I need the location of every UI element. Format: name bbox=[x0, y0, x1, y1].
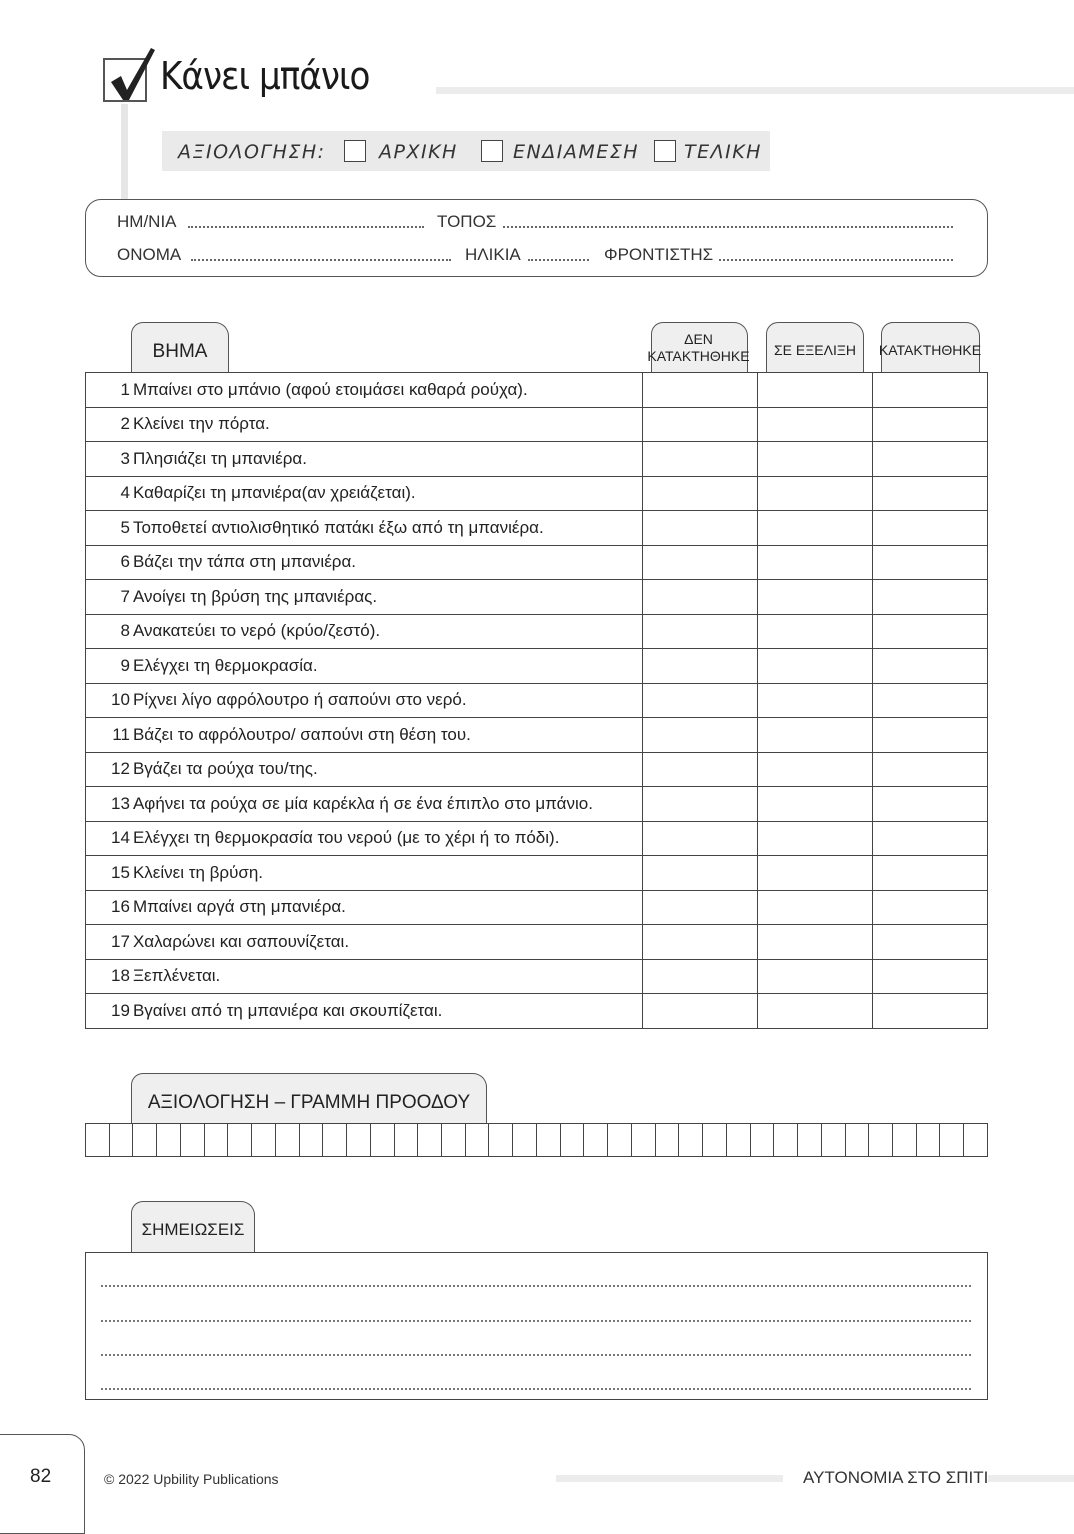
step-text: Βάζει το αφρόλουτρο/ σαπούνι στη θέση του. bbox=[131, 718, 643, 753]
step-number: 6 bbox=[86, 545, 131, 580]
step-text: Βάζει την τάπα στη μπανιέρα. bbox=[131, 545, 643, 580]
notes-line[interactable] bbox=[101, 1285, 971, 1287]
progress-cell[interactable] bbox=[727, 1124, 751, 1156]
in-progress-cell[interactable] bbox=[758, 614, 873, 649]
step-number: 19 bbox=[86, 994, 131, 1029]
achieved-cell[interactable] bbox=[873, 890, 988, 925]
step-text: Αφήνει τα ρούχα σε μία καρέκλα ή σε ένα έπιπλο στο μπάνιο. bbox=[131, 787, 643, 822]
table-row bbox=[86, 580, 988, 615]
evaluation-intermediate-label: ΕΝΔΙΑΜΕΣΗ bbox=[513, 141, 640, 163]
in-progress-cell[interactable] bbox=[758, 545, 873, 580]
age-label: ΗΛΙΚΙΑ bbox=[465, 245, 521, 264]
progress-cell[interactable] bbox=[157, 1124, 181, 1156]
not-achieved-cell[interactable] bbox=[643, 407, 758, 442]
step-text: Τοποθετεί αντιολισθητικό πατάκι έξω από τη μπανιέρα. bbox=[131, 511, 643, 546]
progress-cell[interactable] bbox=[656, 1124, 680, 1156]
in-progress-cell[interactable] bbox=[758, 511, 873, 546]
achieved-cell[interactable] bbox=[873, 925, 988, 960]
not-achieved-cell[interactable] bbox=[643, 614, 758, 649]
achieved-cell[interactable] bbox=[873, 718, 988, 753]
progress-cell[interactable] bbox=[418, 1124, 442, 1156]
achieved-cell[interactable] bbox=[873, 994, 988, 1029]
progress-cell[interactable] bbox=[940, 1124, 964, 1156]
progress-cell[interactable] bbox=[608, 1124, 632, 1156]
step-text: Ελέγχει τη θερμοκρασία. bbox=[131, 649, 643, 684]
not-achieved-cell[interactable] bbox=[643, 821, 758, 856]
in-progress-cell[interactable] bbox=[758, 373, 873, 408]
progress-cell[interactable] bbox=[371, 1124, 395, 1156]
in-progress-cell[interactable] bbox=[758, 821, 873, 856]
step-header: ΒΗΜΑ bbox=[152, 341, 208, 362]
evaluation-label: ΑΞΙΟΛΟΓΗΣΗ: bbox=[178, 141, 326, 163]
table-row bbox=[86, 407, 988, 442]
in-progress-header: ΣΕ ΕΞΕΛΙΞΗ bbox=[773, 342, 857, 358]
not-achieved-cell[interactable] bbox=[643, 442, 758, 477]
step-text: Κλείνει τη βρύση. bbox=[131, 856, 643, 891]
notes-title: ΣΗΜΕΙΩΣΕΙΣ bbox=[141, 1220, 245, 1239]
in-progress-cell[interactable] bbox=[758, 718, 873, 753]
table-row bbox=[86, 856, 988, 891]
progress-cell[interactable] bbox=[395, 1124, 419, 1156]
table-row bbox=[86, 545, 988, 580]
progress-cell[interactable] bbox=[347, 1124, 371, 1156]
place-field[interactable] bbox=[503, 226, 953, 228]
step-number: 16 bbox=[86, 890, 131, 925]
step-text: Βγάζει τα ρούχα του/της. bbox=[131, 752, 643, 787]
progress-cell[interactable] bbox=[300, 1124, 324, 1156]
in-progress-cell[interactable] bbox=[758, 787, 873, 822]
steps-table bbox=[85, 372, 988, 1029]
info-box bbox=[85, 199, 988, 277]
achieved-cell[interactable] bbox=[873, 821, 988, 856]
achieved-cell[interactable] bbox=[873, 614, 988, 649]
notes-line[interactable] bbox=[101, 1354, 971, 1356]
step-text: Ελέγχει τη θερμοκρασία του νερού (με το χέρι ή το πόδι). bbox=[131, 821, 643, 856]
progress-cell[interactable] bbox=[822, 1124, 846, 1156]
step-number: 5 bbox=[86, 511, 131, 546]
caregiver-label: ΦΡΟΝΤΙΣΤΗΣ bbox=[604, 245, 714, 264]
step-number: 18 bbox=[86, 959, 131, 994]
step-text: Πλησιάζει τη μπανιέρα. bbox=[131, 442, 643, 477]
title-rule bbox=[436, 87, 1074, 94]
in-progress-cell[interactable] bbox=[758, 580, 873, 615]
not-achieved-cell[interactable] bbox=[643, 925, 758, 960]
step-text: Ρίχνει λίγο αφρόλουτρο ή σαπούνι στο νερό. bbox=[131, 683, 643, 718]
in-progress-cell[interactable] bbox=[758, 959, 873, 994]
progress-cell[interactable] bbox=[964, 1124, 987, 1156]
in-progress-cell[interactable] bbox=[758, 407, 873, 442]
step-number: 15 bbox=[86, 856, 131, 891]
table-row bbox=[86, 649, 988, 684]
achieved-cell[interactable] bbox=[873, 787, 988, 822]
step-number: 4 bbox=[86, 476, 131, 511]
step-text: Χαλαρώνει και σαπουνίζεται. bbox=[131, 925, 643, 960]
achieved-cell[interactable] bbox=[873, 476, 988, 511]
progress-cell[interactable] bbox=[276, 1124, 300, 1156]
page-title: Κάνει μπάνιο bbox=[160, 54, 370, 98]
step-number: 17 bbox=[86, 925, 131, 960]
achieved-cell[interactable] bbox=[873, 407, 988, 442]
date-field[interactable] bbox=[188, 226, 424, 228]
not-achieved-header-line2: ΚΑΤΑΚΤΗΘΗΚΕ bbox=[647, 348, 750, 364]
in-progress-cell[interactable] bbox=[758, 476, 873, 511]
step-text: Κλείνει την πόρτα. bbox=[131, 407, 643, 442]
step-number: 11 bbox=[86, 718, 131, 753]
progress-cell[interactable] bbox=[774, 1124, 798, 1156]
step-number: 9 bbox=[86, 649, 131, 684]
table-row bbox=[86, 476, 988, 511]
progress-cell[interactable] bbox=[513, 1124, 537, 1156]
progress-cell[interactable] bbox=[679, 1124, 703, 1156]
not-achieved-cell[interactable] bbox=[643, 752, 758, 787]
step-number: 7 bbox=[86, 580, 131, 615]
notes-box bbox=[85, 1252, 988, 1400]
table-row bbox=[86, 442, 988, 477]
achieved-cell[interactable] bbox=[873, 649, 988, 684]
achieved-cell[interactable] bbox=[873, 959, 988, 994]
in-progress-cell[interactable] bbox=[758, 683, 873, 718]
notes-line[interactable] bbox=[101, 1388, 971, 1390]
table-row bbox=[86, 718, 988, 753]
progress-cell[interactable] bbox=[442, 1124, 466, 1156]
title-checkbox-icon bbox=[103, 58, 147, 102]
step-text: Μπαίνει στο μπάνιο (αφού ετοιμάσει καθαρά ρούχα). bbox=[131, 373, 643, 408]
step-number: 3 bbox=[86, 442, 131, 477]
achieved-cell[interactable] bbox=[873, 373, 988, 408]
progress-cell[interactable] bbox=[703, 1124, 727, 1156]
evaluation-initial-checkbox[interactable] bbox=[344, 140, 366, 162]
not-achieved-cell[interactable] bbox=[643, 718, 758, 753]
in-progress-cell[interactable] bbox=[758, 442, 873, 477]
progress-cell[interactable] bbox=[584, 1124, 608, 1156]
progress-cell[interactable] bbox=[632, 1124, 656, 1156]
evaluation-initial-label: ΑΡΧΙΚΗ bbox=[379, 141, 458, 163]
step-text: Μπαίνει αργά στη μπανιέρα. bbox=[131, 890, 643, 925]
evaluation-final-label: ΤΕΛΙΚΗ bbox=[684, 141, 762, 163]
not-achieved-cell[interactable] bbox=[643, 856, 758, 891]
table-row bbox=[86, 511, 988, 546]
table-row bbox=[86, 959, 988, 994]
not-achieved-cell[interactable] bbox=[643, 545, 758, 580]
name-label: ΟΝΟΜΑ bbox=[117, 245, 182, 264]
table-row bbox=[86, 787, 988, 822]
caregiver-field[interactable] bbox=[719, 259, 953, 261]
step-number: 13 bbox=[86, 787, 131, 822]
not-achieved-header bbox=[645, 331, 752, 365]
name-field[interactable] bbox=[191, 259, 451, 261]
decorative-bar bbox=[121, 104, 128, 199]
step-text: Βγαίνει από τη μπανιέρα και σκουπίζεται. bbox=[131, 994, 643, 1029]
table-row bbox=[86, 752, 988, 787]
progress-cell[interactable] bbox=[798, 1124, 822, 1156]
step-text: Ανοίγει τη βρύση της μπανιέρας. bbox=[131, 580, 643, 615]
progress-cell[interactable] bbox=[205, 1124, 229, 1156]
table-row bbox=[86, 925, 988, 960]
not-achieved-cell[interactable] bbox=[643, 373, 758, 408]
step-text: Ξεπλένεται. bbox=[131, 959, 643, 994]
in-progress-cell[interactable] bbox=[758, 925, 873, 960]
age-field[interactable] bbox=[528, 259, 589, 261]
progress-cell[interactable] bbox=[489, 1124, 513, 1156]
progress-cell[interactable] bbox=[110, 1124, 134, 1156]
progress-cell[interactable] bbox=[133, 1124, 157, 1156]
place-label: ΤΟΠΟΣ bbox=[437, 212, 497, 231]
table-row bbox=[86, 683, 988, 718]
step-text: Ανακατεύει το νερό (κρύο/ζεστό). bbox=[131, 614, 643, 649]
step-text: Καθαρίζει τη μπανιέρα(αν χρειάζεται). bbox=[131, 476, 643, 511]
page-number: 82 bbox=[30, 1466, 52, 1487]
achieved-cell[interactable] bbox=[873, 683, 988, 718]
progress-cell[interactable] bbox=[181, 1124, 205, 1156]
progress-cell[interactable] bbox=[917, 1124, 941, 1156]
progress-title: ΑΞΙΟΛΟΓΗΣΗ – ΓΡΑΜΜΗ ΠΡΟΟΔΟΥ bbox=[147, 1092, 471, 1113]
step-number: 14 bbox=[86, 821, 131, 856]
not-achieved-cell[interactable] bbox=[643, 683, 758, 718]
progress-cell[interactable] bbox=[323, 1124, 347, 1156]
in-progress-cell[interactable] bbox=[758, 856, 873, 891]
in-progress-cell[interactable] bbox=[758, 649, 873, 684]
not-achieved-cell[interactable] bbox=[643, 787, 758, 822]
step-number: 10 bbox=[86, 683, 131, 718]
achieved-cell[interactable] bbox=[873, 580, 988, 615]
table-row bbox=[86, 373, 988, 408]
progress-cell[interactable] bbox=[561, 1124, 585, 1156]
table-row bbox=[86, 994, 988, 1029]
not-achieved-cell[interactable] bbox=[643, 580, 758, 615]
not-achieved-cell[interactable] bbox=[643, 959, 758, 994]
not-achieved-cell[interactable] bbox=[643, 890, 758, 925]
in-progress-cell[interactable] bbox=[758, 752, 873, 787]
step-number: 1 bbox=[86, 373, 131, 408]
progress-grid bbox=[85, 1123, 988, 1157]
not-achieved-cell[interactable] bbox=[643, 511, 758, 546]
in-progress-cell[interactable] bbox=[758, 994, 873, 1029]
achieved-cell[interactable] bbox=[873, 442, 988, 477]
achieved-header: ΚΑΤΑΚΤΗΘΗΚΕ bbox=[878, 342, 982, 358]
in-progress-cell[interactable] bbox=[758, 890, 873, 925]
achieved-cell[interactable] bbox=[873, 752, 988, 787]
evaluation-intermediate-checkbox[interactable] bbox=[481, 140, 503, 162]
evaluation-final-checkbox[interactable] bbox=[654, 140, 676, 162]
table-row bbox=[86, 614, 988, 649]
notes-line[interactable] bbox=[101, 1320, 971, 1322]
achieved-cell[interactable] bbox=[873, 545, 988, 580]
progress-cell[interactable] bbox=[228, 1124, 252, 1156]
achieved-cell[interactable] bbox=[873, 511, 988, 546]
step-number: 2 bbox=[86, 407, 131, 442]
step-number: 8 bbox=[86, 614, 131, 649]
achieved-cell[interactable] bbox=[873, 856, 988, 891]
not-achieved-cell[interactable] bbox=[643, 994, 758, 1029]
progress-cell[interactable] bbox=[846, 1124, 870, 1156]
table-row bbox=[86, 890, 988, 925]
footer-rule bbox=[988, 1475, 1074, 1482]
progress-cell[interactable] bbox=[252, 1124, 276, 1156]
copyright: © 2022 Upbility Publications bbox=[104, 1471, 279, 1487]
table-row bbox=[86, 821, 988, 856]
progress-cell[interactable] bbox=[893, 1124, 917, 1156]
progress-cell[interactable] bbox=[869, 1124, 893, 1156]
book-title: ΑΥΤΟΝΟΜΙΑ ΣΤΟ ΣΠΙΤΙ bbox=[803, 1468, 989, 1487]
progress-cell[interactable] bbox=[466, 1124, 490, 1156]
progress-cell[interactable] bbox=[86, 1124, 110, 1156]
step-number: 12 bbox=[86, 752, 131, 787]
progress-cell[interactable] bbox=[751, 1124, 775, 1156]
footer-rule bbox=[556, 1475, 783, 1482]
checkmark-icon bbox=[107, 46, 157, 102]
not-achieved-cell[interactable] bbox=[643, 649, 758, 684]
not-achieved-cell[interactable] bbox=[643, 476, 758, 511]
progress-cell[interactable] bbox=[537, 1124, 561, 1156]
not-achieved-header-line1: ΔΕΝ bbox=[684, 331, 713, 347]
date-label: ΗΜ/ΝΙΑ bbox=[117, 212, 177, 231]
